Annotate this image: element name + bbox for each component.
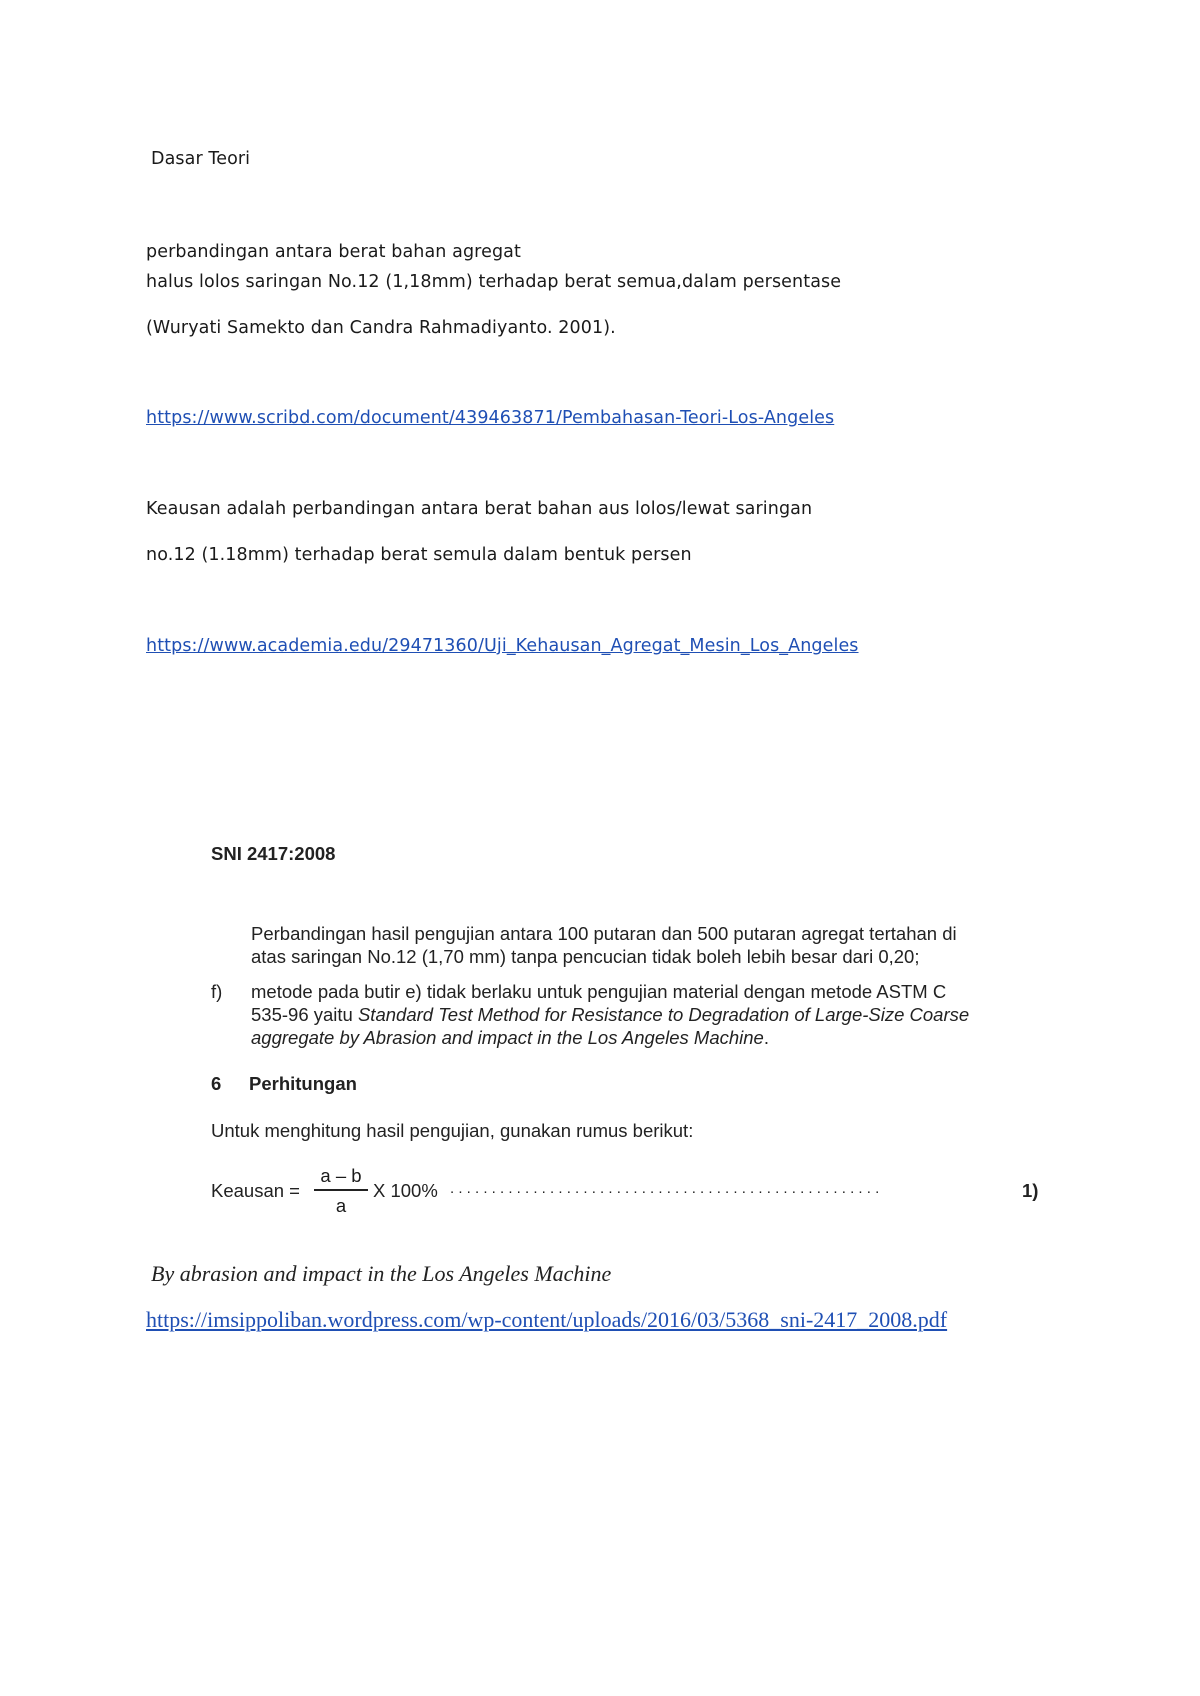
fraction-bar: [314, 1189, 368, 1191]
formula-lhs: Keausan =: [211, 1180, 300, 1201]
formula-numerator: a – b: [320, 1165, 362, 1186]
formula-denominator: a: [335, 1195, 347, 1216]
academia-link[interactable]: https://www.academia.edu/29471360/Uji_Kehausan_Agregat_Mesin_Los_Angeles: [146, 636, 859, 656]
excerpt-italic-text: Standard Test Method for Resistance to Degradation of Large-Size Coarse: [357, 1004, 970, 1025]
caption: By abrasion and impact in the Los Angeles Machine: [151, 1261, 612, 1286]
excerpt-text: .: [763, 1027, 769, 1048]
citation: (Wuryati Samekto dan Candra Rahmadiyanto. 2001).: [146, 318, 616, 338]
excerpt-line: [251, 1004, 969, 1026]
excerpt-italic-text: aggregate by Abrasion and impact in the Los Angeles Machine: [251, 1027, 764, 1048]
excerpt-text: 535-96 yaitu: [251, 1004, 358, 1025]
heading: Dasar Teori: [151, 149, 251, 169]
paragraph-line: perbandingan antara berat bahan agregat: [146, 242, 521, 262]
paragraph-line: Keausan adalah perbandingan antara berat bahan aus lolos/lewat saringan: [146, 499, 813, 519]
formula-dots: . . . . . . . . . . . . . . . . . . . . . . . . . . . . . . . . . . . . . . . . . . . . . . . . . . . .: [450, 1180, 880, 1197]
excerpt-line: metode pada butir e) tidak berlaku untuk pengujian material dengan metode ASTM C: [251, 981, 947, 1002]
formula-number: 1): [1022, 1180, 1039, 1201]
item-label: f): [211, 981, 223, 1002]
paragraph-line: halus lolos saringan No.12 (1,18mm) terhadap berat semua,dalam persentase: [146, 272, 842, 292]
scribd-link[interactable]: https://www.scribd.com/document/439463871/Pembahasan-Teori-Los-Angeles: [146, 408, 835, 428]
excerpt-title: SNI 2417:2008: [211, 843, 336, 864]
section-number: 6: [211, 1073, 222, 1094]
excerpt-intro: Untuk menghitung hasil pengujian, gunakan rumus berikut:: [211, 1120, 694, 1141]
excerpt-line: Perbandingan hasil pengujian antara 100 putaran dan 500 putaran agregat tertahan di: [251, 923, 957, 944]
excerpt-line: [251, 1027, 769, 1049]
formula-rhs: X 100%: [373, 1180, 438, 1201]
sni-pdf-link[interactable]: https://imsippoliban.wordpress.com/wp-content/uploads/2016/03/5368_sni-2417_2008.pdf: [146, 1307, 948, 1332]
section-title: Perhitungan: [249, 1073, 357, 1094]
paragraph-line: no.12 (1.18mm) terhadap berat semula dalam bentuk persen: [146, 545, 692, 565]
excerpt-line: atas saringan No.12 (1,70 mm) tanpa pencucian tidak boleh lebih besar dari 0,20;: [251, 946, 920, 967]
